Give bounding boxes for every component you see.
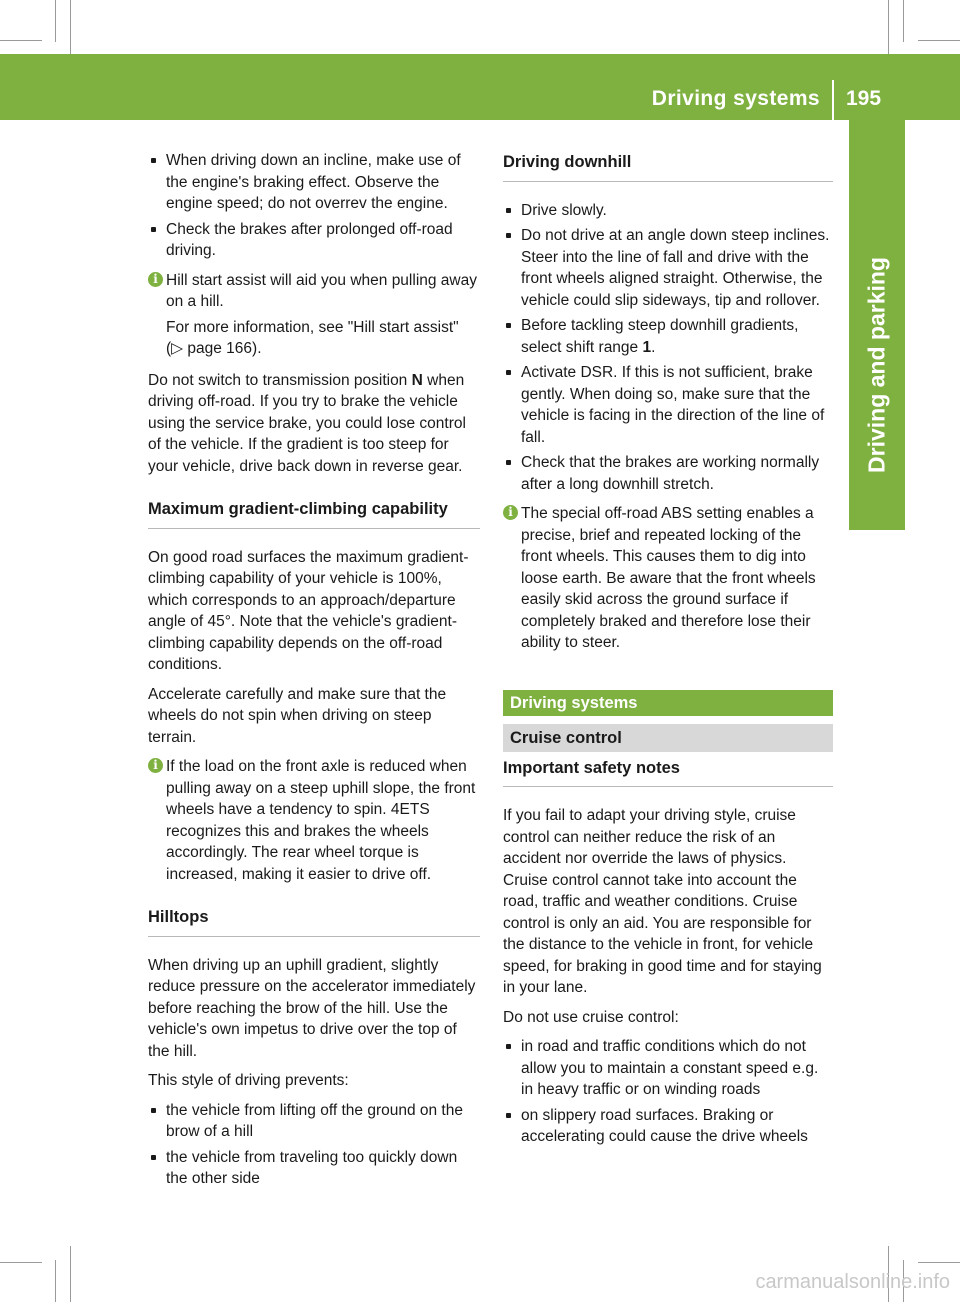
page-section-title: Driving systems [651, 87, 820, 110]
left-column [148, 150, 480, 1194]
paragraph: On good road surfaces the maximum gradient-climbing capability of your vehicle is 100%, which corresponds to an approach/departure angle of 45°. Note that the vehicle's gradient-climbing capability depends on the off-road conditions. [148, 548, 469, 673]
section-heading: Driving downhill [503, 152, 833, 182]
list-item: on slippery road surfaces. Braking or accelerating could cause the drive wheels [503, 1105, 833, 1148]
paragraph: If you fail to adapt your driving style, cruise control can neither reduce the risk of an accident nor override the laws of physics. Cruise control cannot take into account the road, traffic and weather conditions. Cruise control is only an aid. You are responsible for the distance to the vehicle in front, for vehicle speed, for braking in good time and for staying in your lane. [503, 807, 822, 996]
list-item: in road and traffic conditions which do not allow you to maintain a constant speed e.g. in heavy traffic or on winding roads [503, 1036, 833, 1101]
shift-range: 1 [642, 338, 652, 356]
crop-mark [918, 1262, 960, 1263]
paragraph: Do not use cruise control: [503, 1008, 679, 1026]
side-tab-marker [849, 488, 905, 530]
list-item: Drive slowly. [503, 200, 833, 222]
section-heading: Important safety notes [503, 758, 833, 788]
list-item: Check the brakes after prolonged off-road driving. [148, 219, 480, 262]
list-item: Do not drive at an angle down steep inclines. Steer into the line of fall and drive with the front wheels aligned straight. Otherwise, the vehicle could slip sideways, tip and rollover. [503, 225, 833, 311]
section-heading: Maximum gradient-climbing capability [148, 499, 480, 529]
transmission-position: N [411, 371, 423, 389]
info-text: Hill start assist will aid you when pulling away on a hill. [166, 271, 477, 310]
text-run: Before tackling steep downhill gradients, select shift range [521, 317, 799, 356]
paragraph: This style of driving prevents: [148, 1072, 349, 1089]
crop-mark [70, 1246, 71, 1302]
list-item [503, 315, 833, 358]
info-icon: i [503, 505, 518, 520]
crop-mark [55, 0, 56, 42]
info-icon: i [148, 272, 163, 287]
crop-mark [70, 0, 71, 56]
crop-mark [0, 40, 42, 41]
list-item: the vehicle from traveling too quickly down the other side [148, 1147, 480, 1190]
header-divider [832, 80, 834, 120]
chapter-band: Driving systems [503, 690, 833, 716]
paragraph: When driving up an uphill gradient, slightly reduce pressure on the accelerator immediately before reaching the brow of the hill. Use the vehicle's own impetus to drive over the top of the hill. [148, 956, 476, 1060]
crop-mark [0, 1262, 42, 1263]
crop-mark [918, 40, 960, 41]
info-text: If the load on the front axle is reduced when pulling away on a steep uphill slope, the front wheels have a tendency to spin. 4ETS recognizes this and brakes the wheels accordingly. The rear wheel torque is increased, making it easier to drive off. [166, 758, 476, 883]
list-item: the vehicle from lifting off the ground on the brow of a hill [148, 1100, 480, 1143]
section-heading: Hilltops [148, 907, 480, 937]
info-note [503, 503, 833, 654]
info-text: The special off-road ABS setting enables a precise, brief and repeated locking of the front wheels. This causes them to dig into loose earth. Be aware that the front wheels easily skid across the ground surface if completely braked and therefore lose their ability to steer. [521, 505, 816, 651]
list-item: When driving down an incline, make use of the engine's braking effect. Observe the engine speed; do not overrev the engine. [148, 150, 480, 215]
crop-mark [903, 0, 904, 42]
page-number: 195 [846, 87, 882, 110]
crop-mark [888, 0, 889, 56]
text-run: . [651, 338, 656, 356]
subchapter-band: Cruise control [503, 724, 833, 752]
right-column [503, 150, 833, 1152]
watermark: carmanualsonline.info [755, 1271, 950, 1293]
paragraph [148, 370, 480, 478]
paragraph: Accelerate carefully and make sure that the wheels do not spin when driving on steep terrain. [148, 685, 447, 746]
info-text: For more information, see "Hill start assist" (▷ page 166). [166, 318, 459, 357]
crop-mark [55, 1260, 56, 1302]
text-run: Do not switch to transmission position [148, 371, 412, 389]
text-run: when driving off-road. If you try to brake the vehicle using the service brake, you could lose control of the vehicle. If the gradient is too steep for your vehicle, drive back down in reverse gear. [148, 371, 466, 475]
info-icon: i [148, 758, 163, 773]
info-note [148, 756, 480, 885]
list-item: Check that the brakes are working normally after a long downhill stretch. [503, 452, 833, 495]
list-item: Activate DSR. If this is not sufficient, brake gently. When doing so, make sure that the vehicle is facing in the direction of the line of fall. [503, 362, 833, 448]
info-note [148, 270, 480, 360]
side-tab-label: Driving and parking [863, 257, 890, 473]
